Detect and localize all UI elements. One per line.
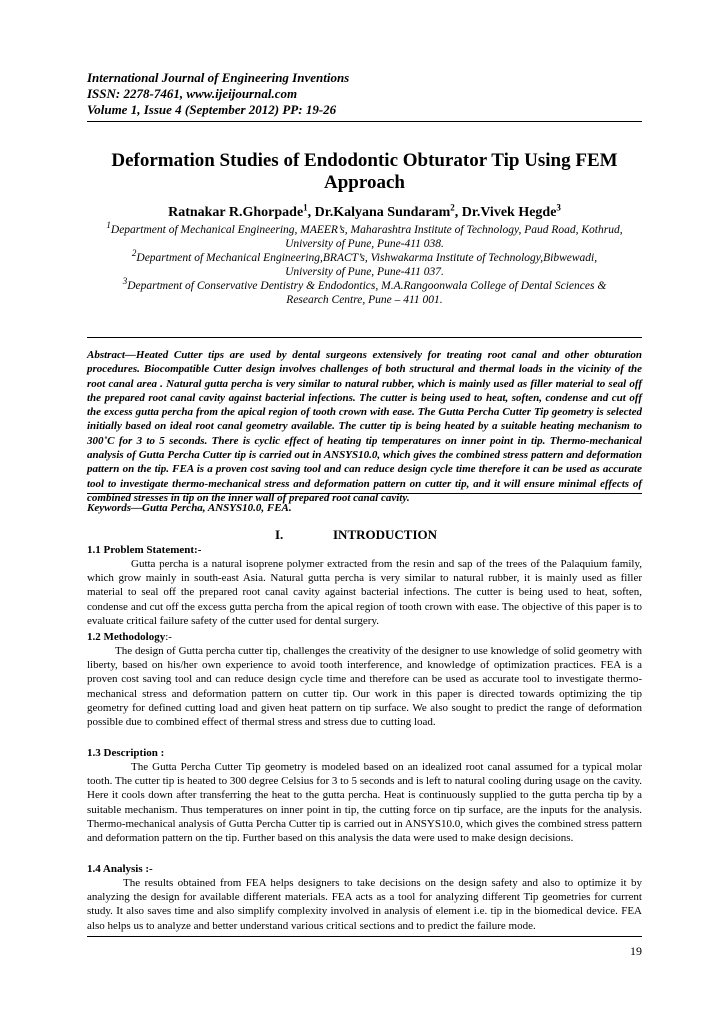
abstract: Abstract—Heated Cutter tips are used by dental surgeons extensively for treating root canal and other obturation procedures. Biocompatible Cutter design involves challenges of both structural and thermal loads in the vicinity of the root canal area . Natural gutta percha is very similar to natural rubber, which is mainly used as filler material to seal off the prepared root canal cavity against bacterial infections. The cutter is being used to heat, soften, condense and cut off the excess gutta percha from the apical region of tooth crown with ease. The Gutta Percha Cutter Tip geometry is selected initially based on ideal root canal geometry available. The cutter tip is being heated by a suitable heating mechanism to 300˚C for 3 to 5 seconds. There is cyclic effect of heating tip temperatures on inner point in tip. Thermo-mechanical analysis of Gutta Percha Cutter tip is carried out in ANSYS10.0, which gives the combined stress pattern and deformation pattern on the tip. FEA is a proven cost saving tool and can reduce design cycle time therefore it can be used as accurate tool to investigate thermo-mechanical stress and deformation pattern on cutter tip, and it will ensure minimal effects of combined stresses in tip on the inner wall of prepared root canal cavity. <box>87 349 642 504</box>
header-rule <box>87 121 642 122</box>
author-separator: , <box>307 205 315 220</box>
affiliation-line: Department of Mechanical Engineering, MAEER’s, Maharashtra Institute of Technology, Paud Road, Kothrud, <box>110 224 623 236</box>
affiliation-2 <box>87 248 642 279</box>
journal-issn: ISSN: 2278-7461, www.ijeijournal.com <box>87 86 298 101</box>
subsection-analysis <box>87 862 642 933</box>
affiliation-line: University of Pune, Pune-411 038. <box>285 238 444 250</box>
author-name: Dr.Kalyana Sundaram <box>314 205 451 220</box>
affiliation-line: Department of Conservative Dentistry & Endodontics, M.A.Rangoonwala College of Dental Sciences & <box>127 280 607 292</box>
keywords: Keywords—Gutta Percha, ANSYS10.0, FEA. <box>87 502 292 514</box>
author-separator: , <box>454 205 462 220</box>
subsection-problem-statement <box>87 543 642 628</box>
journal-name: International Journal of Engineering Inventions <box>87 70 350 85</box>
journal-header <box>87 70 642 118</box>
subsection-heading: 1.3 Description : <box>87 747 165 759</box>
author-list <box>87 202 642 221</box>
subsection-heading: 1.4 Analysis :- <box>87 863 153 875</box>
section-number: I. <box>275 527 284 542</box>
affiliation-line: Department of Mechanical Engineering,BRACT’s, Vishwakarma Institute of Technology,Bibwewadi, <box>136 252 598 264</box>
subsection-text: Gutta percha is a natural isoprene polymer extracted from the resin and sap of the trees of the Palaquium family, which grow mainly in south-east Asia. Natural gutta percha is very similar to natural rubber, it is mainly used as filler material to seal off the prepared root canal cavity against bacterial infections. The cutter is being used to heat, soften, condense and cut off the excess gutta percha from the apical region of tooth crown with ease. The objective of this paper is to evaluate critical failure safety of the cutter used for dental surgery. <box>87 558 642 627</box>
affiliation-line: Research Centre, Pune – 411 001. <box>286 294 443 306</box>
page-number: 19 <box>630 944 642 958</box>
footer-rule <box>87 936 642 937</box>
section-title: INTRODUCTION <box>333 527 438 542</box>
paper-title-line-1: Deformation Studies of Endodontic Obturator Tip Using FEM <box>111 150 618 171</box>
subsection-heading-suffix: :- <box>165 631 172 643</box>
abstract-top-rule <box>87 337 642 338</box>
paper-title <box>87 150 642 194</box>
affiliation-mark: 1 <box>106 220 111 231</box>
paper-title-line-2: Approach <box>324 172 405 193</box>
subsection-description <box>87 746 642 845</box>
subsection-text: The Gutta Percha Cutter Tip geometry is modeled based on an idealized root canal assumed for a typical molar tooth. The cutter tip is heated to 300 degree Celsius for 3 to 5 seconds and is left to natural cooling during usage on the cavity. Here it cools down after transferring the heat to the gutta percha. Heat is continuously supplied to the gutta percha tip by a suitable mechanism. Thus temperatures on inner point in tip, the cutting force on tip surface, are the inputs for the analysis. Thermo-mechanical analysis of Gutta Percha Cutter tip is carried out in ANSYS10.0, which gives the combined stress pattern and deformation pattern on the tip. Further based on this analysis the data were used to make design decisions. <box>87 761 642 845</box>
subsection-heading: 1.1 Problem Statement:- <box>87 544 202 556</box>
affiliation-1 <box>87 220 642 251</box>
subsection-methodology <box>87 630 642 729</box>
affiliation-3 <box>87 276 642 307</box>
subsection-text: The results obtained from FEA helps designers to take decisions on the design safety and also to optimize it by analyzing the design for available different materials. FEA acts as a tool for analyzing different Tip geometries for current study. It also saves time and also simplify complexity involved in analysis of element i.e. tip in the biomedical device. FEA also helps us to analyze and better understand various critical sections and to predict the failure mode. <box>87 877 642 932</box>
author-affiliation-mark: 3 <box>556 202 561 213</box>
author-affiliation-mark: 2 <box>450 202 455 213</box>
affiliation-mark: 3 <box>122 276 128 287</box>
abstract-bottom-rule <box>87 493 642 494</box>
subsection-heading: 1.2 Methodology <box>87 631 166 643</box>
author-affiliation-mark: 1 <box>303 202 308 213</box>
author-name: Ratnakar R.Ghorpade <box>168 205 304 220</box>
author-name: Dr.Vivek Hegde <box>461 205 557 220</box>
affiliation-line: University of Pune, Pune-411 037. <box>285 266 444 278</box>
journal-volume: Volume 1, Issue 4 (September 2012) PP: 19-26 <box>87 102 337 117</box>
affiliation-mark: 2 <box>131 248 137 259</box>
subsection-text: The design of Gutta percha cutter tip, challenges the creativity of the designer to use knowledge of solid geometry with liberty, based on his/her own experience to avoid tooth interference, and knowledge of optimization practices. FEA is a proven cost saving tool and can reduce design cycle time and therefore can be used as accurate tool to investigate thermo-mechanical stress and deformation pattern on cutter tip. Our work in this paper is directed towards optimizing the tip geometry for defined cutting load and given heat pattern on tip surface. We also sought to predict the range of deformation possible due to combined effect of thermal stress and stress due to cutting load. <box>87 645 642 729</box>
